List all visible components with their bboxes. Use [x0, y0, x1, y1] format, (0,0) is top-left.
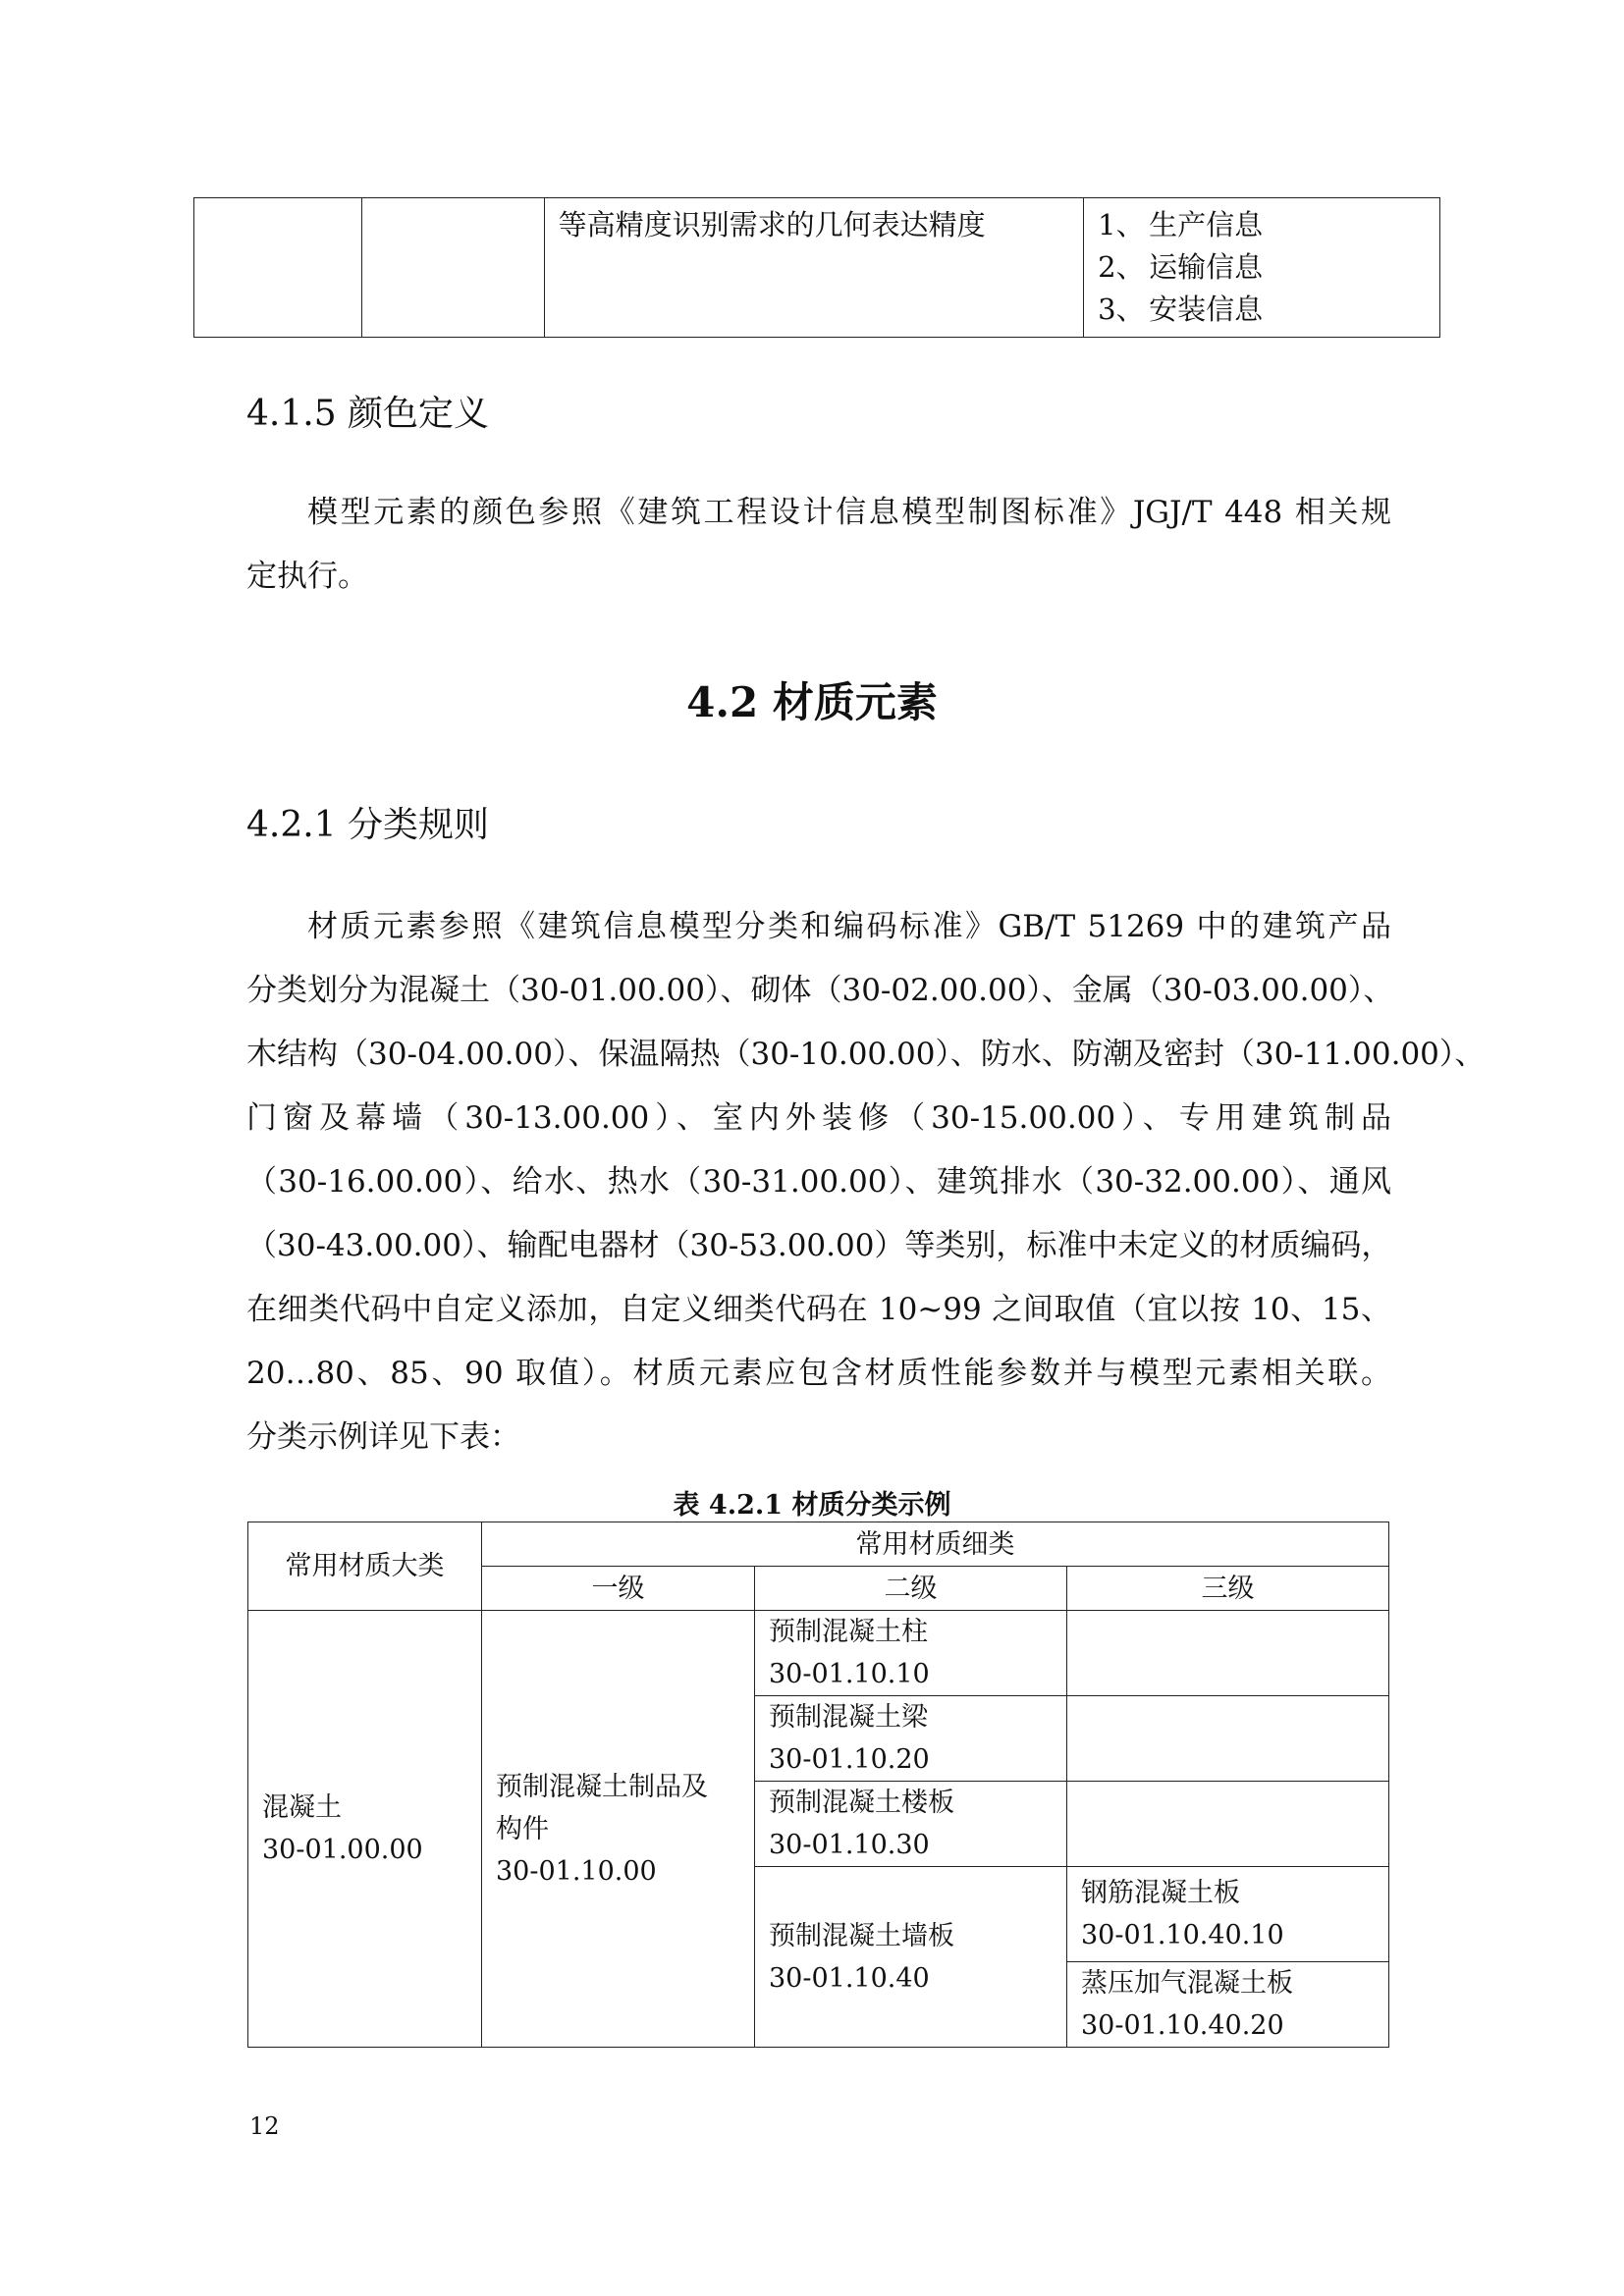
header-level1: 一级	[482, 1567, 755, 1611]
level2-name: 预制混凝土柱	[769, 1617, 928, 1647]
level2-code: 30-01.10.20	[769, 1744, 930, 1775]
level3-code: 30-01.10.40.10	[1081, 1920, 1284, 1950]
list-item: 3、 安装信息	[1098, 293, 1264, 326]
level2-code: 30-01.10.10	[769, 1659, 930, 1689]
page-number: 12	[249, 2112, 280, 2140]
level2-name: 预制混凝土楼板	[769, 1788, 954, 1818]
level1-name-line: 构件	[496, 1813, 549, 1844]
table-row	[248, 1611, 1389, 1696]
level1-code: 30-01.10.00	[496, 1855, 657, 1887]
precision-text: 等高精度识别需求的几何表达精度	[558, 208, 986, 241]
empty-cell	[1067, 1696, 1389, 1782]
section-4-1-5-paragraph: 模型元素的颜色参照《建筑工程设计信息模型制图标准》JGJ/T 448 相关规 定执行。	[246, 495, 1391, 594]
level3-name: 蒸压加气混凝土板	[1081, 1968, 1293, 1999]
level1-cell	[482, 1611, 755, 2048]
major-name: 混凝土	[262, 1792, 342, 1823]
level2-cell	[755, 1611, 1067, 1696]
major-cell	[248, 1611, 482, 2048]
table-caption: 表 4.2.1 材质分类示例	[673, 1490, 951, 1521]
info-list-cell	[1084, 198, 1440, 338]
level3-code: 30-01.10.40.20	[1081, 2010, 1284, 2041]
empty-cell	[1067, 1611, 1389, 1696]
empty-cell	[361, 198, 544, 338]
table-row	[194, 198, 1440, 338]
section-4-2-1-paragraph: 材质元素参照《建筑信息模型分类和编码标准》GB/T 51269 中的建筑产品 分类划分为混凝土（30-01.00.00）、砌体（30-02.00.00）、金属（30-03.00.00）、 木结构（30-04.00.00）、保温隔热（30-10.00.00）、防水、防潮及密封（30-11.00.00）、 门窗及幕墙（30-13.00.00）、室内外装修（30-15.00.00）、专用建筑制品 （30-16.00.00）、给水、热水（30-31.00.00）、建筑排水（30-32.00.00）、通风 （30-43.00.00）、输配电器材（30-53.00.00）等类别，标准中未定义的材质编码， 在细类代码中自定义添加，自定义细类代码在 10~99 之间取值（宜以按 10、15、 20…80、85、90 取值）。材质元素应包含材质性能参数并与模型元素相关联。 分类示例详见下表：	[246, 909, 1486, 1455]
precision-cell	[544, 198, 1084, 338]
empty-cell	[194, 198, 362, 338]
level2-name: 预制混凝土墙板	[769, 1920, 954, 1951]
level2-name: 预制混凝土梁	[769, 1702, 928, 1733]
header-level3: 三级	[1067, 1567, 1389, 1611]
empty-cell	[1067, 1782, 1389, 1867]
section-heading-4-2-1: 4.2.1 分类规则	[246, 805, 490, 845]
level2-code: 30-01.10.40	[769, 1962, 930, 1994]
level2-cell	[755, 1696, 1067, 1782]
level1-name-line: 预制混凝土制品及	[496, 1771, 708, 1802]
level2-code: 30-01.10.30	[769, 1830, 930, 1860]
level2-cell	[755, 1782, 1067, 1867]
header-level2: 二级	[755, 1567, 1067, 1611]
section-heading-4-1-5: 4.1.5 颜色定义	[246, 394, 490, 434]
section-heading-4-2: 4.2 材质元素	[686, 678, 938, 726]
material-classification-table	[247, 1522, 1389, 2048]
table-header-row	[248, 1522, 1389, 1567]
top-table	[193, 197, 1440, 338]
level3-cell	[1067, 1962, 1389, 2048]
level2-cell	[755, 1867, 1067, 2048]
major-code: 30-01.00.00	[262, 1835, 423, 1865]
list-item: 2、 运输信息	[1098, 250, 1264, 284]
level3-name: 钢筋混凝土板	[1081, 1878, 1240, 1908]
level3-cell	[1067, 1867, 1389, 1962]
info-list	[1084, 198, 1439, 337]
header-sub: 常用材质细类	[482, 1522, 1389, 1567]
list-item: 1、 生产信息	[1098, 208, 1264, 241]
header-major: 常用材质大类	[248, 1522, 482, 1611]
